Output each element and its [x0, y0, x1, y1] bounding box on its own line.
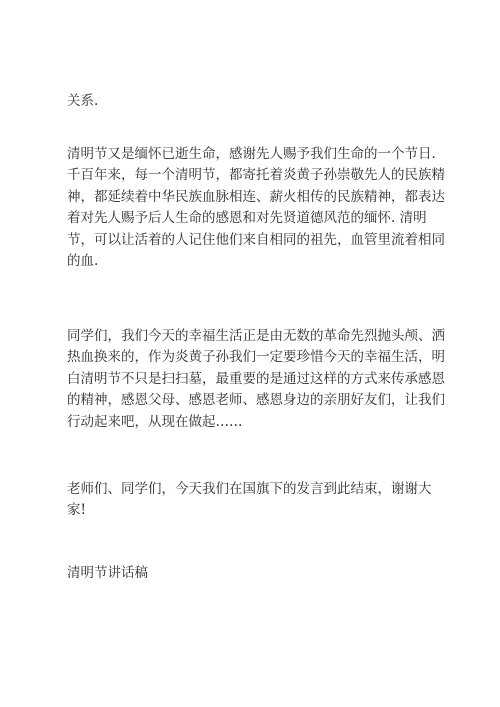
text-line: 家! [67, 502, 86, 519]
paragraph-qingming-meaning [67, 144, 445, 272]
text-line: 行动起来吧，从现在做起…… [67, 413, 243, 430]
text-line: 同学们，我们今天的幸福生活正是由无数的革命先烈抛头颅、洒 [67, 328, 445, 344]
text-line: 千百年来，每一个清明节，都寄托着炎黄子孙崇敬先人的民族精 [67, 167, 445, 184]
paragraph-closing [67, 479, 435, 522]
text-line: 清明节又是缅怀已逝生命，感谢先人赐予我们生命的一个节日. [67, 146, 436, 162]
text-line: 白清明节不只是扫扫墓，最重要的是通过这样的方式来传承感恩 [67, 370, 445, 387]
text-line: 节，可以让活着的人记住他们来自相同的祖先，血管里流着相同 [67, 231, 445, 248]
text-line: 老师们、同学们，今天我们在国旗下的发言到此结束，谢谢大 [67, 481, 432, 497]
paragraph-students-call [67, 326, 445, 433]
section-title [67, 563, 435, 584]
text-line: 热血换来的，作为炎黄子孙我们一定要珍惜今天的幸福生活，明 [67, 349, 445, 366]
text-line: 着对先人赐予后人生命的感恩和对先贤道德风范的缅怀. 清明 [67, 210, 427, 227]
paragraph-continuation [67, 91, 435, 112]
text-line: 的血. [67, 252, 99, 269]
text-line: 清明节讲话稿 [67, 565, 148, 581]
text-line: 神，都延续着中华民族血脉相连、薪火相传的民族精神，都表达 [67, 188, 445, 205]
text-line: 的精神，感恩父母、感恩老师、感恩身边的亲朋好友们，让我们 [67, 392, 445, 409]
text-line: 关系. [67, 93, 99, 109]
